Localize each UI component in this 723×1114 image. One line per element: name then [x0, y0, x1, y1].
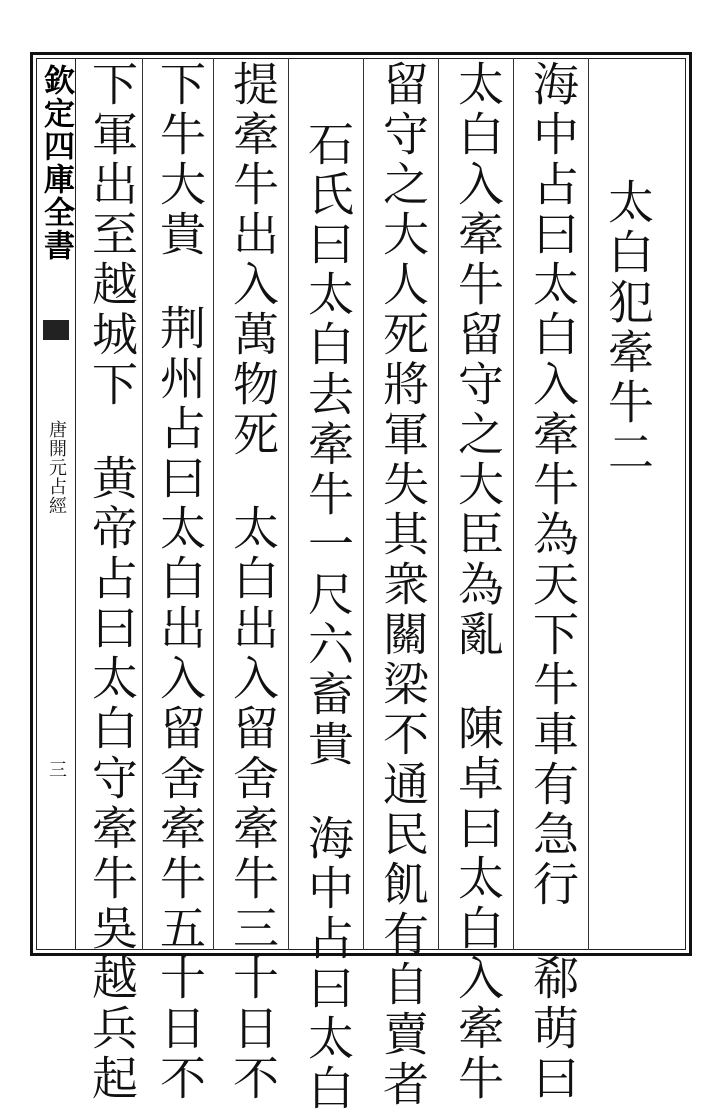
text-column-2 — [521, 60, 585, 1104]
text-segment: 太白出入留舍牽牛三十日不 — [226, 504, 280, 1104]
text-column-4 — [371, 60, 435, 1110]
text-column-6 — [221, 60, 285, 1104]
text-segment: 海中占曰太白 — [301, 814, 355, 1114]
text-segment: 陳卓曰太白入牽牛 — [451, 704, 505, 1104]
column-rule — [438, 58, 439, 950]
text-column-8 — [80, 60, 144, 1104]
text-segment: 石氏曰太白去牽牛一尺六畜貴 — [301, 120, 355, 770]
text-segment: 黄帝占曰太白守牽牛吳越兵起 — [85, 454, 139, 1104]
book-title: 唐開元占經 — [46, 420, 67, 515]
column-rule — [213, 58, 214, 950]
text-column-3 — [446, 60, 510, 1104]
text-column-1 — [596, 60, 660, 940]
column-rule — [588, 58, 589, 950]
text-segment: 下牛大貴 — [153, 60, 207, 260]
fishtail-mark — [43, 320, 69, 340]
text-column-7 — [148, 60, 212, 1104]
running-title: 欽定四庫全書 — [38, 64, 74, 262]
column-rule — [288, 58, 289, 950]
text-segment: 荆州占曰太白出入留舍牽牛五十日不 — [153, 304, 207, 1104]
text-segment: 郗萌曰 — [526, 954, 580, 1104]
text-segment: 留守之大人死將軍失其衆關梁不通民飢有自賣者 — [376, 60, 430, 1110]
section-heading: 太白犯牽牛二 — [601, 178, 655, 478]
page-number: 三 — [46, 760, 67, 778]
margin-rule — [75, 58, 76, 950]
text-segment: 下軍出至越城下 — [85, 60, 139, 410]
text-segment: 提牽牛出入萬物死 — [226, 60, 280, 460]
text-column-5 — [296, 60, 360, 1114]
text-segment: 海中占曰太白入牽牛為天下牛車有急行 — [526, 60, 580, 910]
text-segment: 太白入牽牛留守之大臣為亂 — [451, 60, 505, 660]
column-rule — [363, 58, 364, 950]
column-rule — [513, 58, 514, 950]
